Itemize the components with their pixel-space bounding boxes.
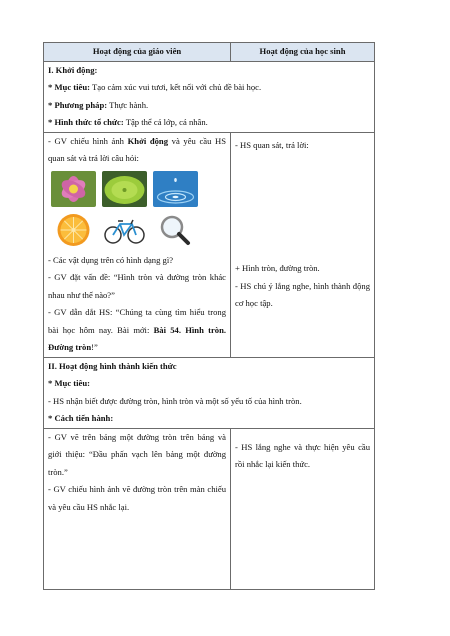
lead-in-text-a: - GV dẫn dắt HS: “Chúng ta cùng tìm hiểu trong bài học hôm nay. Bài mới: [48, 307, 226, 335]
question-shapes: - Các vật dụng trên có hình dạng gì? [48, 254, 174, 265]
goal-text: Tạo cảm xúc vui tươi, kết nối với chủ đề bài học. [90, 82, 262, 92]
intro-text-b: và yêu cầu HS quan sát và trả lời câu hỏi: [48, 135, 226, 163]
student-listen: - HS chú ý lắng nghe, hình thành động cơ học tập. [235, 280, 370, 308]
section1-form [48, 114, 370, 132]
section2-teacher-cell [44, 428, 231, 589]
teacher-intro [48, 133, 226, 168]
section1-activity-row [44, 132, 375, 357]
section2-goal-label: * Mục tiêu: [48, 378, 91, 388]
section2-info-cell [44, 357, 375, 428]
lesson-plan-table [43, 42, 375, 590]
section1-info-row [44, 61, 375, 132]
section1-student-cell [231, 132, 375, 357]
section2-procedure-label: * Cách tiến hành: [48, 413, 114, 423]
bicycle-image [102, 212, 147, 248]
section1-goal [48, 79, 370, 97]
form-text: Tập thể cả lớp, cá nhân. [123, 117, 208, 127]
teacher-show-image: - GV chiếu hình ảnh vẽ đường tròn trên màn chiếu và yêu cầu HS nhắc lại. [48, 484, 226, 512]
method-label: * Phương pháp: [48, 99, 108, 110]
method-text: Thực hành. [107, 99, 149, 110]
section2-title: II. Hoạt động hình thành kiến thức [48, 360, 177, 371]
section2-student-cell [231, 428, 375, 589]
student-column-header: Hoạt động của học sinh [231, 43, 375, 62]
table-header-row [44, 43, 375, 62]
section1-title: I. Khởi động: [48, 64, 98, 75]
section1-method [48, 97, 370, 115]
intro-text-a: - GV chiếu hình ảnh [48, 135, 128, 146]
intro-text-bold: Khởi động [127, 135, 169, 146]
section2-goal-text: - HS nhận biết được đường tròn, hình tròn và một số yếu tố của hình tròn. [48, 395, 302, 406]
section2-activity-row [44, 428, 375, 589]
lesson-lead-in [48, 304, 226, 357]
student-observe: - HS quan sát, trả lời: [235, 139, 309, 150]
teacher-column-header: Hoạt động của giáo viên [44, 43, 231, 62]
student-answer: + Hình tròn, đường tròn. [235, 263, 320, 273]
question-problem: - GV đặt vấn đề: “Hình tròn và đường tròn khác nhau như thế nào?” [48, 272, 226, 300]
goal-label: * Mục tiêu: [48, 82, 91, 92]
section2-info-row [44, 357, 375, 428]
lotus-leaf-image [102, 171, 147, 207]
lesson-title: Bài 54. Hình tròn. Đường tròn [48, 324, 226, 352]
section1-teacher-cell [44, 132, 231, 357]
magnifier-image [153, 212, 198, 248]
orange-slice-image [51, 212, 96, 248]
flower-image [51, 171, 96, 207]
section1-info-cell [44, 61, 375, 132]
warmup-images [51, 171, 226, 248]
student-follow: - HS lắng nghe và thực hiện yêu cầu rồi nhắc lại kiến thức. [235, 441, 370, 469]
water-drop-image [153, 171, 198, 207]
lead-in-text-b: !” [91, 342, 98, 352]
teacher-draw-circle: - GV vẽ trên bảng một đường tròn trên bảng và giới thiệu: “Đầu phấn vạch lên bảng một đường tròn.” [48, 431, 226, 477]
form-label: * Hình thức tổ chức: [48, 117, 124, 127]
